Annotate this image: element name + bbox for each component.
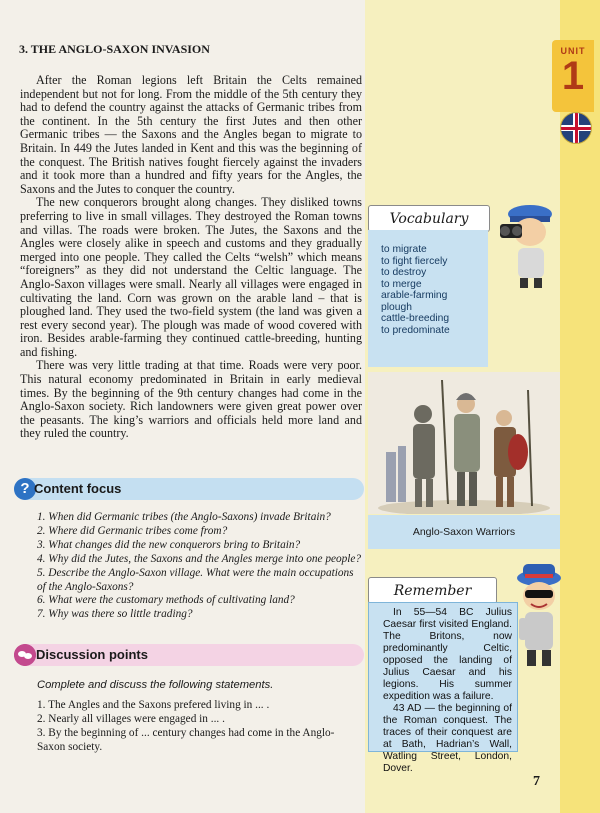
question-item: 4. Why did the Jutes, the Saxons and the Angles merge into one people?: [37, 552, 362, 565]
vocabulary-item: to destroy: [381, 267, 427, 278]
section-title: 3. THE ANGLO-SAXON INVASION: [19, 42, 210, 56]
remember-title: Remember: [368, 577, 497, 604]
statement-item: 1. The Angles and the Saxons prefered living in ... .: [37, 699, 270, 711]
page-number: 7: [533, 774, 540, 789]
anglo-saxon-warriors-image: [368, 372, 560, 514]
union-jack-icon: [560, 112, 592, 144]
question-item: 3. What changes did the new conquerors bring to Britain?: [37, 538, 301, 551]
vocabulary-item: plough: [381, 301, 412, 313]
remember-paragraph: In 55—54 BC Julius Caesar first visited England. The Britons, now predominantly Celtic, opposed the landing of Julius Caesar and his legions. His summer expedition was a failure.: [383, 607, 512, 702]
vocabulary-box: [368, 230, 488, 367]
vocabulary-item: arable-farming: [381, 290, 448, 301]
question-item: 7. Why was there so little trading?: [37, 608, 193, 621]
question-icon: ?: [14, 478, 36, 500]
vocabulary-item: to migrate: [381, 244, 427, 255]
spy-boy-icon: [505, 560, 567, 670]
vocabulary-item: to merge: [381, 278, 422, 290]
vocabulary-item: to fight fiercely: [381, 255, 448, 267]
content-focus-questions: [37, 511, 362, 622]
unit-number: 1: [561, 54, 585, 98]
discussion-icon: [14, 644, 36, 666]
binoculars-boy-icon: [496, 198, 558, 290]
paragraph: There was very little trading at that time. Roads were very poor. This natural economy predominated in Britain in early medieval times. By the beginning of the 9th century changes had come in the Anglo-Saxon society. Rich landowners were given great power over the peasants. The king’s warriors and officials held more land and they ruled the country.: [20, 358, 362, 441]
question-item: 1. When did Germanic tribes (the Anglo-Saxons) invade Britain?: [37, 511, 331, 523]
question-item: 5. Describe the Anglo-Saxon village. What were the main occupations of the Anglo-Saxons?: [37, 566, 354, 593]
unit-label: UNIT: [560, 46, 586, 56]
paragraph: After the Roman legions left Britain the Celts remained independent but not for long. From the middle of the 5th century they had to defend the country against the attacks of Germanic tribes from the continent. In the 5th century the first Jutes and then other Germanic tribes — the Saxons and the Angles began to migrate to Britain. In 449 the Jutes landed in Kent and this was the beginning of the conquest. The British natives fought fiercely against the invaders and it took more than a hundred and fifty years for the Angles, the Saxons and the Jutes to conquer the country.: [20, 73, 362, 196]
main-text: [20, 74, 362, 441]
vocabulary-item: cattle-breeding: [381, 313, 450, 324]
question-item: 6. What were the customary methods of cultivating land?: [37, 594, 295, 607]
discussion-instruction: Complete and discuss the following statements.: [37, 679, 274, 691]
statement-item: 3. By the beginning of ... century changes had come in the Anglo-Saxon society.: [37, 727, 335, 753]
vocabulary-title: Vocabulary: [368, 205, 490, 232]
discussion-statements: [37, 698, 357, 754]
paragraph: The new conquerors brought along changes. They disliked towns preferring to live in small villages. They destroyed the Roman towns and villas. The roads were broken. The Jutes, the Saxons and the Angles were closely alike in speech and customs and they gradually merged into one people. They called the Celts “welsh” which means “foreigners” as they did not understand the Celtic language. The Anglo-Saxon villages were small. Nearly all villages were engaged in cultivating the land. Corn was grown on the arable land – that is ploughed land. They used the two-field system (the land was given a rest every second year). The plough was made of wood covered with iron. Besides arable-farming they continued cattle-breeding, hunting and fishing.: [20, 195, 362, 359]
unit-tab: [552, 40, 594, 112]
remember-paragraph: 43 AD — the beginning of the Roman conquest. The traces of their conquest are at Bath, Hadrian’s Wall, Watling Street, London, Dover.: [383, 703, 512, 774]
statement-item: 2. Nearly all villages were engaged in ... .: [37, 713, 225, 725]
content-focus-title: Content focus: [34, 481, 122, 496]
question-item: 2. Where did Germanic tribes come from?: [37, 524, 228, 537]
remember-text: [383, 607, 512, 775]
image-caption: Anglo-Saxon Warriors: [368, 515, 560, 549]
discussion-title: Discussion points: [36, 647, 148, 662]
vocabulary-item: to predominate: [381, 324, 450, 336]
vocabulary-list: [368, 230, 488, 336]
